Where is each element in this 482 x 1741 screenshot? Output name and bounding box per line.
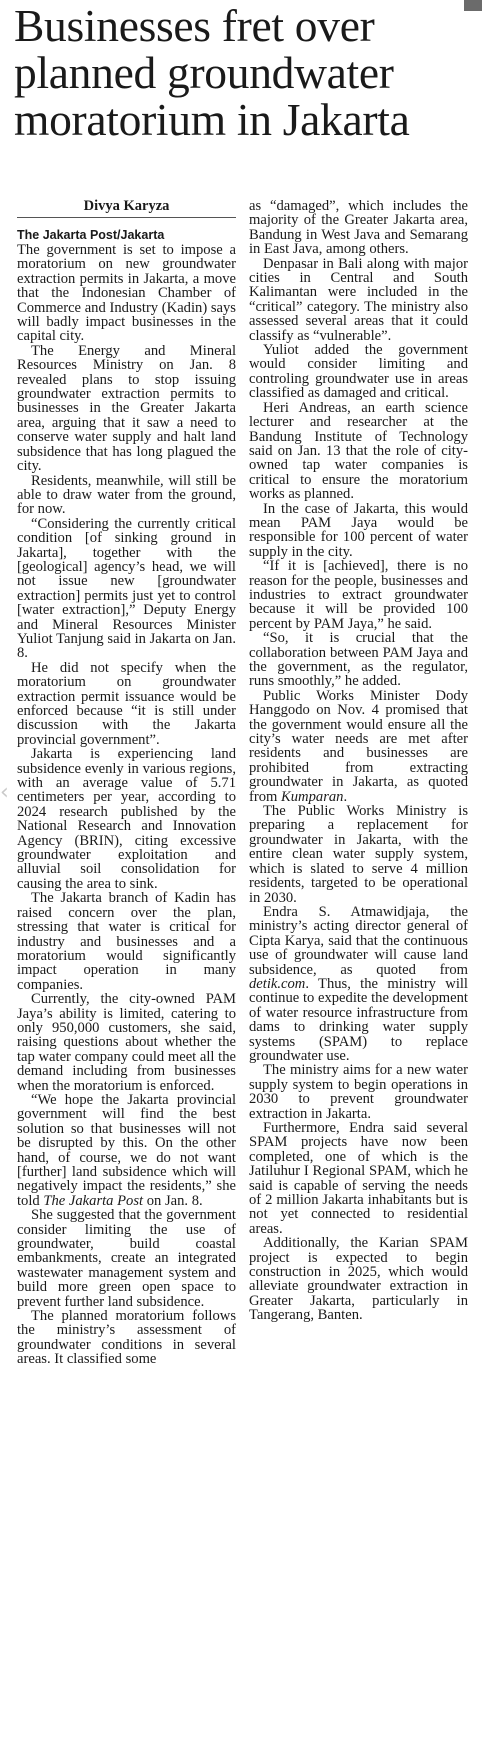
byline: Divya Karyza [83,198,170,214]
paragraph [17,1093,236,1208]
paragraph: as “damaged”, which includes the majority of the Greater Jakarta area, Bandung in West Java and Semarang in East Java, among others. [249,198,468,258]
paragraph: “If it is [achieved], there is no reason for the people, businesses and industries to extract groundwater because it will be provided 100 percent by PAM Jaya,” he said. [249,558,468,632]
paragraph-text: Thus, the ministry will continue to expedite the development of water resource infrastructure from dams to drinking water supply systems (SPAM) to replace groundwater use. [249,975,468,1064]
paragraph: In the case of Jakarta, this would mean PAM Jaya would be responsible for 100 percent of water supply in the city. [249,500,468,560]
paragraph: The ministry aims for a new water supply system to begin operations in 2030 to prevent groundwater extraction in Jakarta. [249,1062,468,1122]
paragraph: The government is set to impose a moratorium on new groundwater extraction permits in Jakarta, a move that the Indonesian Chamber of Commerce and Industry (Kadin) says will badly impact businesses in the capital city. [17,242,236,345]
paragraph: Endra S. Atmawidjaja, the ministry’s acting director general of Cipta Karya, said that the continuous use of groundwater will cause land subsidence, as quoted from detik.com. Thus, the ministry will continue to expedite the development of water resource infrastructure from dams to drinking water supply systems (SPAM) to replace groundwater use. [249,903,468,1064]
paragraph-text: Endra S. Atmawidjaja, the ministry’s acting director general of Cipta Karya, said that the continuous use of groundwater will cause land subsidence, as quoted from [249,903,468,978]
left-column [17,198,236,1367]
paragraph: “Considering the currently critical condition [of sinking ground in Jakarta], together with the [geological] agency’s head, we will not issue new [groundwater extraction] permits just yet to control [water extraction],” Deputy Energy and Mineral Resources Minister Yuliot Tanjung said in Jakarta on Jan. 8. [17,515,236,662]
paragraph: Yuliot added the government would consider limiting and controling groundwater use in areas classified as damaged and critical. [249,342,468,402]
publication-name: The Jakarta Post [43,1192,144,1209]
paragraph: Furthermore, Endra said several SPAM projects have now been completed, one of which is the Jatiluhur I Regional SPAM, which he said is capable of serving the needs of 2 million Jakarta inhabitants but is not yet connected to residential areas. [249,1120,468,1237]
paragraph: Heri Andreas, an earth science lecturer and researcher at the Bandung Institute of Technology said on Jan. 13 that the role of city-owned tap water companies is critical to ensure the moratorium works as planned. [249,399,468,503]
page-corner-marker [464,0,482,11]
paragraph: The Energy and Mineral Resources Ministry on Jan. 8 revealed plans to stop issuing groundwater extraction permits to businesses in the Greater Jakarta area, arguing that it saw a need to conserve water supply and halt land subsidence that has long plagued the city. [17,342,236,475]
headline: Businesses fret over planned groundwater moratorium in Jakarta [14,0,410,145]
quote-text: “We hope the Jakarta provincial government will find the best solution so that businesses will not be disrupted by this. On the other hand, of course, we do not want [further] land subsidence which will negatively impact the residents,” she told [17,1091,236,1209]
byline-divider [17,217,236,218]
chevron-left-icon[interactable]: ‹ [0,780,9,805]
paragraph: She suggested that the government consider limiting the use of groundwater, build coastal embankments, create an integrated wastewater management system and build more green open space to prevent further land subsidence. [17,1207,236,1310]
paragraph: The Public Works Ministry is preparing a replacement for groundwater in Jakarta, with the entire clean water supply system, which is slated to serve 4 million residents, targeted to be operational in 2030. [249,803,468,906]
paragraph: Currently, the city-owned PAM Jaya’s ability is limited, catering to only 950,000 customers, she said, raising questions about whether the tap water company could meet all the demand including from businesses when the moratorium is enforced. [17,991,236,1094]
paragraph: The planned moratorium follows the ministry’s assessment of groundwater conditions in several areas. It classified some [17,1308,236,1368]
paragraph: “So, it is crucial that the collaboration between PAM Jaya and the government, as the regulator, runs smoothly,” he added. [249,630,468,690]
source-name: Kumparan [281,788,344,805]
paragraph: Additionally, the Karian SPAM project is expected to begin construction in 2025, which would alleviate groundwater extraction in Greater Jakarta, particularly in Tangerang, Banten. [249,1235,468,1324]
paragraph: He did not specify when the moratorium on groundwater extraction permit issuance would be enforced because “it is still under discussion with the Jakarta provincial government”. [17,659,236,748]
paragraph: Jakarta is experiencing land subsidence evenly in various regions, with an average value of 5.71 centimeters per year, according to 2024 research published by the National Research and Innovation Agency (BRIN), citing excessive groundwater exploitation and alluvial soil consolidation for causing the area to sink. [17,746,236,892]
source-line: The Jakarta Post/Jakarta [17,228,165,242]
paragraph: The Jakarta branch of Kadin has raised concern over the plan, stressing that water is critical for industry and businesses and a moratorium would significantly impact operation in many companies. [17,890,236,993]
paragraph: Public Works Minister Dody Hanggodo on Nov. 4 promised that the government would ensure all the city’s water needs are met after residents and businesses are prohibited from extracting groundwater in Jakarta, as quoted from Kumparan. [249,687,468,805]
paragraph-text: Public Works Minister Dody Hanggodo on Nov. 4 promised that the government would ensure all the city’s water needs are met after residents and businesses are prohibited from extracting groundwater in Jakarta, as quoted from [249,687,468,805]
right-column [249,199,468,1323]
paragraph: Denpasar in Bali along with major cities in Central and South Kalimantan were included in the “critical” category. The ministry also assessed several areas that it could classify as “vulnerable”. [249,255,468,344]
paragraph: Residents, meanwhile, will still be able to draw water from the ground, for now. [17,472,236,518]
source-name: detik.com [249,975,306,992]
quote-date: on Jan. 8. [146,1192,203,1209]
